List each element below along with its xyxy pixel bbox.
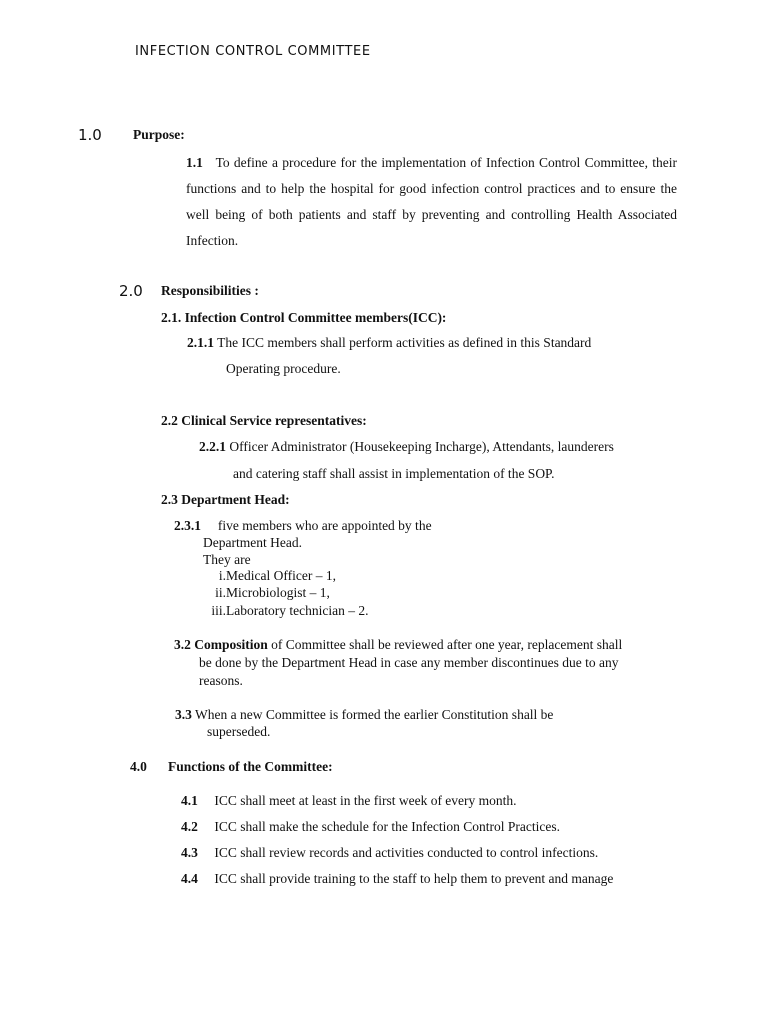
function-item-text: ICC shall meet at least in the first week of every month. [214,793,517,808]
item-2-1-1-line1: The ICC members shall perform activities as defined in this Standard [217,335,592,350]
item-3-3 [175,707,553,723]
function-item-text: ICC shall review records and activities conducted to control infections. [214,845,599,860]
item-2-3-1-line3: They are [203,552,251,567]
list-item [198,585,330,601]
list-item [198,568,336,584]
section-number-responsibilities: 2.0 [119,282,143,300]
function-item-number: 4.2 [181,819,198,834]
item-3-2-number: 3.2 Composition [174,637,268,652]
function-item-number: 4.4 [181,871,198,886]
section-number-functions: 4.0 [130,759,147,774]
list-item-number: ii. [215,585,226,600]
function-item [181,793,517,809]
function-item-text: ICC shall make the schedule for the Infection Control Practices. [214,819,561,834]
list-item-text: Medical Officer – 1, [226,568,336,583]
functions-heading: Functions of the Committee: [168,759,333,774]
item-2-2-1-number: 2.2.1 [199,439,226,454]
purpose-heading: Purpose: [133,127,185,142]
responsibilities-heading: Responsibilities : [161,283,259,298]
function-item-number: 4.1 [181,793,198,808]
item-2-3-1-number: 2.3.1 [174,518,201,533]
item-2-1-1 [187,335,591,351]
item-2-3-1 [174,518,432,534]
item-3-3-line2: superseded. [207,724,271,739]
item-3-3-number: 3.3 [175,707,192,722]
item-2-3-1-line2: Department Head. [203,535,302,550]
function-item [181,845,598,861]
list-item-number: iii. [211,603,226,618]
item-3-3-line1: When a new Committee is formed the earlier Constitution shall be [195,707,554,722]
list-item [198,603,369,619]
function-item [181,871,613,887]
item-2-2-1-line1: Officer Administrator (Housekeeping Incharge), Attendants, launderers [229,439,614,454]
function-item-number: 4.3 [181,845,198,860]
list-item-text: Laboratory technician – 2. [226,603,369,618]
item-2-3-1-line1: five members who are appointed by the [217,518,432,533]
item-3-2-line3: reasons. [199,673,243,688]
purpose-paragraph [186,150,677,254]
item-2-2-1 [199,439,614,455]
list-item-text: Microbiologist – 1, [226,585,330,600]
list-item-number: i. [218,568,226,583]
item-2-2-1-line2: and catering staff shall assist in implementation of the SOP. [233,466,555,481]
subsection-2-2-heading: 2.2 Clinical Service representatives: [161,413,367,428]
item-3-2-line1: of Committee shall be reviewed after one year, replacement shall [271,637,623,652]
item-3-2-line2: be done by the Department Head in case any member discontinues due to any [199,655,619,670]
subsection-2-1-heading: 2.1. Infection Control Committee members(ICC): [161,310,447,325]
purpose-item-number: 1.1 [186,155,203,170]
item-2-1-1-number: 2.1.1 [187,335,214,350]
section-number-purpose: 1.0 [78,126,102,144]
item-2-1-1-line2: Operating procedure. [226,361,341,376]
document-title: INFECTION CONTROL COMMITTEE [135,44,371,59]
subsection-2-3-heading: 2.3 Department Head: [161,492,290,507]
purpose-text: To define a procedure for the implementation of Infection Control Committee, their functions and to help the hospital for good infection control practices and to ensure the well being of both patients and staff by preventing and controlling Health Associated Infection. [186,155,677,248]
item-3-2 [174,637,622,653]
function-item [181,819,560,835]
function-item-text: ICC shall provide training to the staff to help them to prevent and manage [214,871,614,886]
